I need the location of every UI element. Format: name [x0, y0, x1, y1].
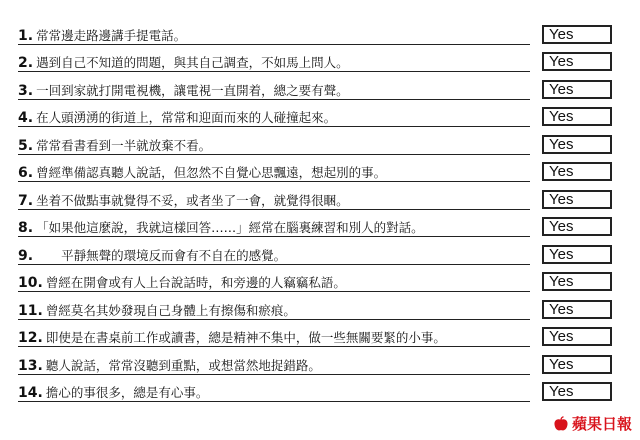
answer-box[interactable]: Yes: [542, 190, 612, 209]
logo-text: 蘋果日報: [571, 415, 632, 433]
question-number: 10.: [18, 275, 43, 291]
question-row: [18, 28, 530, 45]
question-text: 擔心的事很多，總是有心事。: [45, 385, 209, 400]
question-text: 曾經莫名其妙發現自己身體上有擦傷和瘀痕。: [45, 303, 296, 318]
question-number: 5.: [18, 138, 34, 154]
question-text: 常常看書看到一半就放棄不看。: [36, 138, 212, 153]
question-row: [18, 275, 530, 292]
question-text: 一回到家就打開電視機，讓電視一直開着，總之要有聲。: [36, 83, 349, 98]
question-row: [18, 83, 530, 100]
question-row: [18, 303, 530, 320]
question-number: 4.: [18, 110, 34, 126]
question-number: 9.: [18, 248, 34, 264]
question-number: 11.: [18, 303, 43, 319]
apple-icon: [553, 416, 569, 432]
answer-box[interactable]: Yes: [542, 300, 612, 319]
question-text: 曾經在開會或有人上台說話時，和旁邊的人竊竊私語。: [45, 275, 346, 290]
answer-box[interactable]: Yes: [542, 272, 612, 291]
question-number: 7.: [18, 193, 34, 209]
answer-box[interactable]: Yes: [542, 162, 612, 181]
question-text: 在人頭湧湧的街道上，常常和迎面而來的人碰撞起來。: [36, 110, 337, 125]
question-number: 3.: [18, 83, 34, 99]
answer-box[interactable]: Yes: [542, 245, 612, 264]
answer-box[interactable]: Yes: [542, 25, 612, 44]
question-number: 12.: [18, 330, 43, 346]
question-text: 聽人說話，常常沒聽到重點，或想當然地捉錯路。: [45, 358, 321, 373]
question-text: 遇到自己不知道的問題，與其自己調查，不如馬上問人。: [36, 55, 349, 70]
answer-box[interactable]: Yes: [542, 52, 612, 71]
question-row: [18, 358, 530, 375]
question-row: [18, 248, 530, 265]
answer-box[interactable]: Yes: [542, 382, 612, 401]
question-number: 8.: [18, 220, 34, 236]
apple-daily-logo: [553, 413, 632, 434]
answer-box[interactable]: Yes: [542, 80, 612, 99]
question-row: [18, 385, 530, 402]
answer-box[interactable]: Yes: [542, 217, 612, 236]
answer-box[interactable]: Yes: [542, 355, 612, 374]
question-text: 平靜無聲的環境反而會有不自在的感覺。: [61, 248, 287, 263]
question-row: [18, 220, 530, 237]
question-text: 「如果他這麼說，我就這樣回答……」經常在腦裏練習和別人的對話。: [36, 220, 424, 235]
question-row: [18, 165, 530, 182]
question-row: [18, 330, 530, 347]
question-number: 13.: [18, 358, 43, 374]
question-text: 常常邊走路邊講手提電話。: [36, 28, 187, 43]
question-number: 14.: [18, 385, 43, 401]
question-text: 坐着不做點事就覺得不妥，或者坐了一會，就覺得很睏。: [36, 193, 349, 208]
question-text: 曾經準備認真聽人說話，但忽然不自覺心思飄遠，想起別的事。: [36, 165, 387, 180]
question-row: [18, 55, 530, 72]
question-row: [18, 138, 530, 155]
question-text: 即使是在書桌前工作或讀書，總是精神不集中，做一些無關要緊的小事。: [45, 330, 446, 345]
question-number: 1.: [18, 28, 34, 44]
question-number: 2.: [18, 55, 34, 71]
question-number: 6.: [18, 165, 34, 181]
question-row: [18, 193, 530, 210]
answer-box[interactable]: Yes: [542, 107, 612, 126]
answer-box[interactable]: Yes: [542, 135, 612, 154]
question-row: [18, 110, 530, 127]
answer-box[interactable]: Yes: [542, 327, 612, 346]
